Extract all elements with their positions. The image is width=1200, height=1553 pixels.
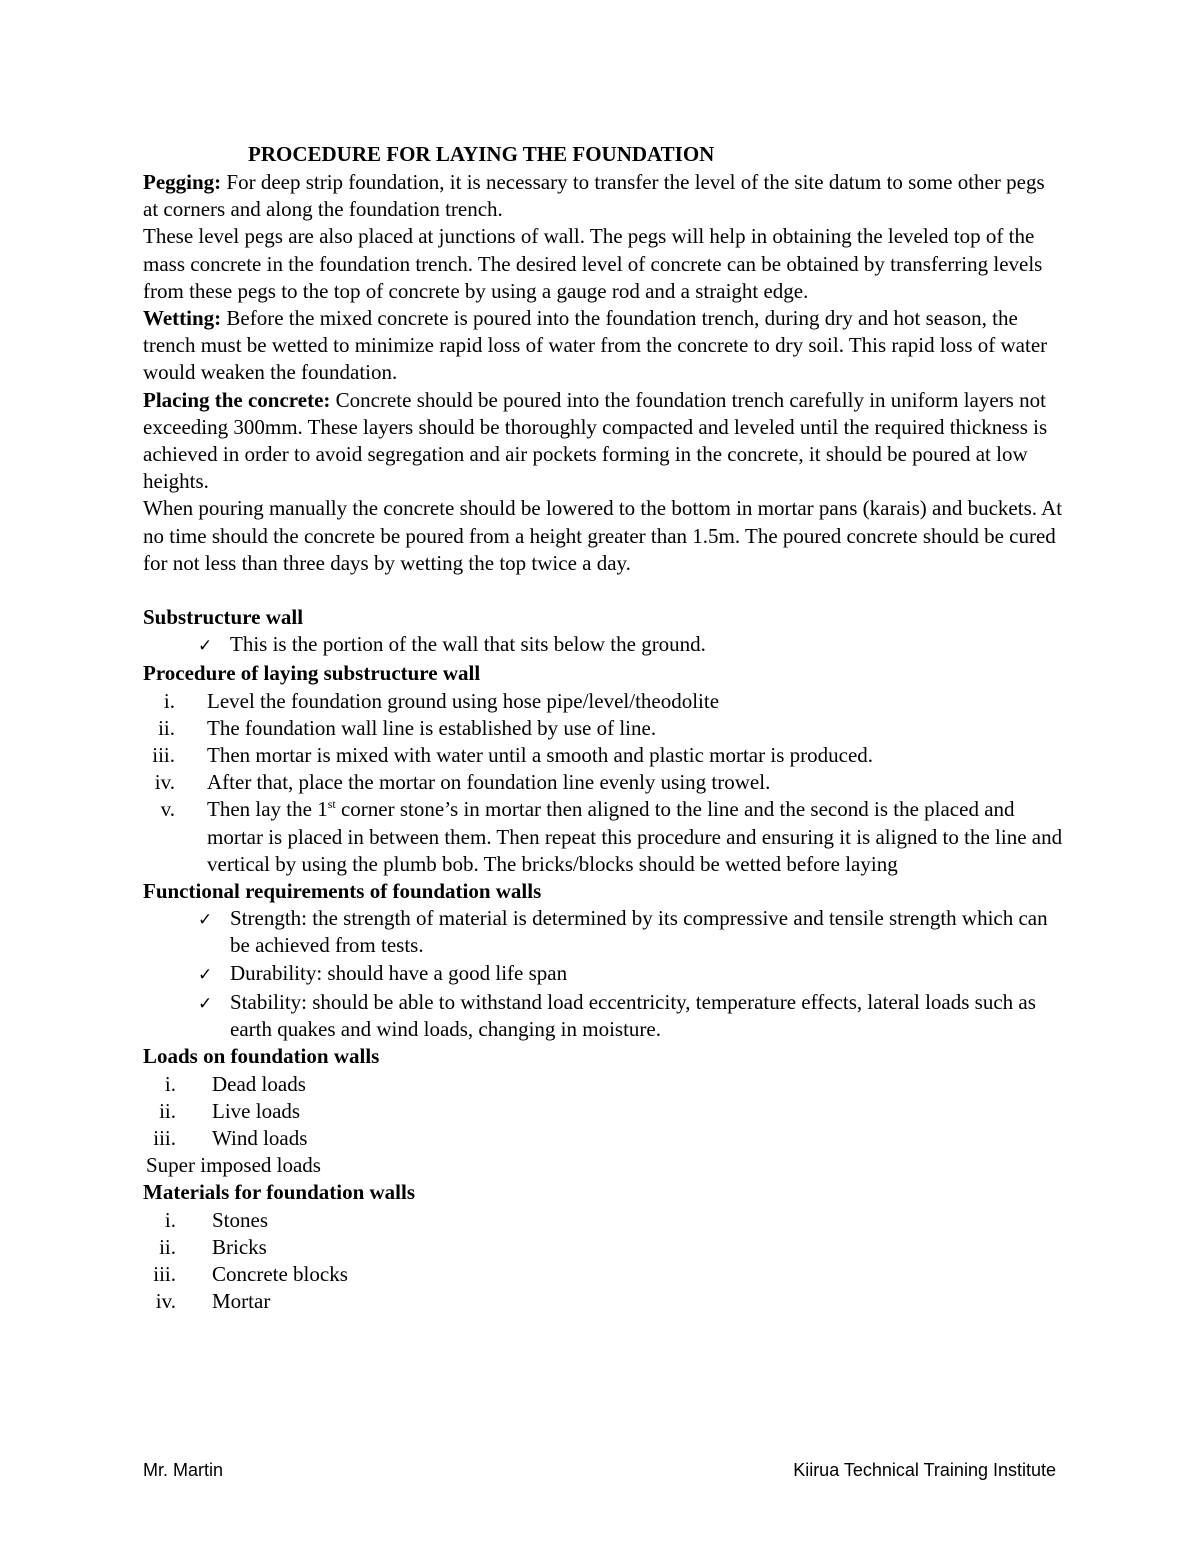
functional-bullet	[143, 960, 1063, 989]
pegging-text: For deep strip foundation, it is necessary to transfer the level of the site datum to some other pegs at corners and along the foundation trench.	[143, 170, 1045, 222]
placing-paragraph	[143, 387, 1063, 496]
footer-author: Mr. Martin	[143, 1460, 224, 1480]
procedure-heading: Procedure of laying substructure wall	[143, 661, 481, 686]
checkmark-icon: ✓	[198, 964, 213, 985]
list-item-number: iii.	[152, 743, 175, 768]
list-item-text: Stones	[212, 1207, 269, 1232]
list-item	[143, 796, 1063, 878]
functional-heading: Functional requirements of foundation walls	[143, 879, 542, 904]
list-item	[143, 1288, 1063, 1315]
checkmark-icon: ✓	[198, 993, 213, 1014]
list-item	[143, 1125, 1063, 1152]
functional-bullet-text: Stability: should be able to withstand load eccentricity, temperature effects, lateral loads such as earth quakes and wind loads, changing in moisture.	[230, 989, 1036, 1042]
pegging-paragraph	[143, 169, 1063, 223]
list-item-text: Then mortar is mixed with water until a smooth and plastic mortar is produced.	[207, 743, 874, 768]
wetting-text: Before the mixed concrete is poured into the foundation trench, during dry and hot season, the trench must be wetted to minimize rapid loss of water from the concrete to dry soil. This rapid loss of water would weaken the foundation.	[143, 306, 1048, 385]
placing-text: Concrete should be poured into the foundation trench carefully in uniform layers not exceeding 300mm. These layers should be thoroughly compacted and leveled until the required thickness is achieved in order to avoid segregation and air pockets forming in the concrete, it should be poured at low heights.	[143, 387, 1048, 494]
list-item-number: i.	[163, 688, 175, 713]
list-item-number: iii.	[153, 1125, 176, 1150]
list-item-number: ii.	[158, 715, 175, 740]
list-item-text: Concrete blocks	[212, 1261, 348, 1286]
superscript: st	[327, 797, 336, 812]
wetting-paragraph	[143, 305, 1063, 387]
list-item	[143, 1234, 1063, 1261]
placing-label: Placing the concrete:	[143, 387, 331, 412]
list-item	[143, 1098, 1063, 1125]
page-title: PROCEDURE FOR LAYING THE FOUNDATION	[248, 142, 715, 166]
pouring-paragraph: When pouring manually the concrete should be lowered to the bottom in mortar pans (karais) and buckets. At no time should the concrete be poured from a height greater than 1.5m. The poured concrete should be cured for not less than three days by wetting the top twice a day.	[143, 496, 1063, 575]
pegging-label: Pegging:	[143, 170, 222, 194]
list-item	[143, 1207, 1063, 1234]
list-item-text: Mortar	[212, 1289, 271, 1314]
list-item	[143, 715, 1063, 742]
list-item	[143, 1261, 1063, 1288]
list-item-number: ii.	[159, 1234, 176, 1259]
functional-bullet-text: Durability: should have a good life span	[230, 960, 568, 985]
wetting-label: Wetting:	[143, 306, 222, 331]
substructure-bullet-text: This is the portion of the wall that sits below the ground.	[230, 632, 706, 657]
list-item-text: Then lay the 1st corner stone’s in mortar then aligned to the line and the second is the placed and mortar is placed in between them. Then repeat this procedure and ensuring it is aligned to the line and vertical by using the plumb bob. The bricks/blocks should be wetted before laying	[207, 797, 1063, 876]
paragraph-gap	[143, 577, 1063, 604]
list-item-text: Dead loads	[212, 1071, 306, 1096]
list-item-text: Live loads	[212, 1098, 301, 1123]
list-item-number: ii.	[159, 1098, 176, 1123]
list-item-number: iv.	[155, 1289, 176, 1314]
materials-heading: Materials for foundation walls	[143, 1180, 416, 1205]
functional-bullet	[143, 905, 1063, 959]
substructure-bullet	[143, 631, 1063, 660]
functional-bullet-text: Strength: the strength of material is determined by its compressive and tensile strength which can be achieved from tests.	[230, 906, 1048, 958]
list-item	[143, 742, 1063, 769]
list-item-number: iii.	[153, 1261, 176, 1286]
footer-institution: Kiirua Technical Training Institute	[793, 1460, 1056, 1480]
functional-bullet	[143, 989, 1063, 1043]
list-item-number: iv.	[154, 770, 175, 795]
list-item-number: i.	[164, 1207, 176, 1232]
list-item-text: Bricks	[212, 1234, 267, 1259]
checkmark-icon: ✓	[198, 910, 213, 931]
list-item	[143, 688, 1063, 715]
pegging-more-paragraph: These level pegs are also placed at junctions of wall. The pegs will help in obtaining the leveled top of the mass concrete in the foundation trench. The desired level of concrete can be obtained by transferring levels from these pegs to the top of concrete by using a gauge rod and a straight edge.	[143, 224, 1043, 303]
list-item	[143, 769, 1063, 796]
list-item-text: The foundation wall line is established by use of line.	[207, 715, 657, 740]
list-item	[143, 1071, 1063, 1098]
checkmark-icon: ✓	[198, 636, 213, 657]
list-item-text: Level the foundation ground using hose pipe/level/theodolite	[207, 688, 720, 713]
list-item-text: After that, place the mortar on foundation line evenly using trowel.	[207, 770, 771, 795]
list-item-number: v.	[160, 797, 175, 822]
loads-extra: Super imposed loads	[146, 1153, 321, 1178]
document-body	[143, 169, 1063, 1315]
substructure-heading: Substructure wall	[143, 605, 304, 630]
loads-heading: Loads on foundation walls	[143, 1044, 380, 1069]
list-item-number: i.	[164, 1071, 176, 1096]
list-item-text: Wind loads	[212, 1125, 308, 1150]
